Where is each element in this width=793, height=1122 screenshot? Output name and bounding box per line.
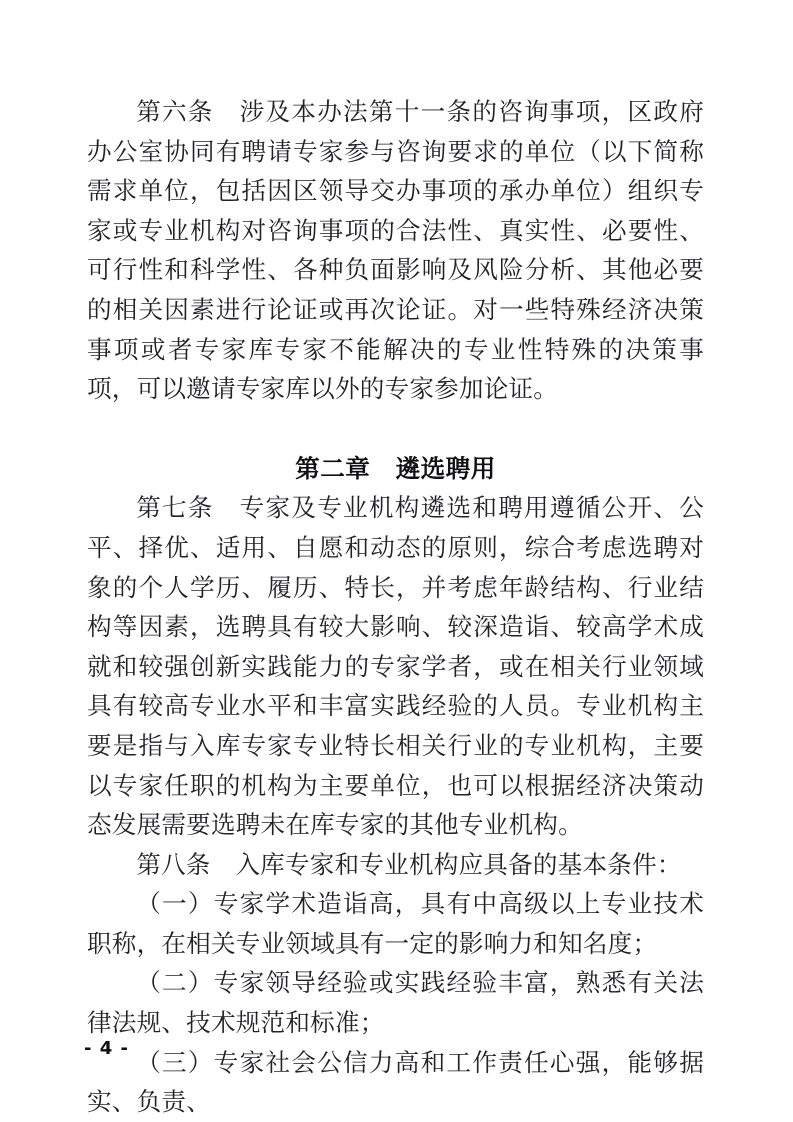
- heading-spacer-above: [87, 409, 704, 449]
- paragraph-article-7: 第七条 专家及专业机构遴选和聘用遵循公开、公平、择优、适用、自愿和动态的原则，综合考虑选聘对象的个人学历、履历、特长，并考虑年龄结构、行业结构等因素，选聘具有较大影响、较深造诣、较高学术成就和较强创新实践能力的专家学者，或在相关行业领域具有较高专业水平和丰富实践经验的人员。专业机构主要是指与入库专家专业特长相关行业的专业机构，主要以专家任职的机构为主要单位，也可以根据经济决策动态发展需要选聘未在库专家的其他专业机构。: [87, 493, 704, 840]
- paragraph-article-8-item-1: （一）专家学术造诣高，具有中高级以上专业技术职称，在相关专业领域具有一定的影响力和知名度；: [87, 889, 704, 958]
- paragraph-article-8-item-2: （二）专家领导经验或实践经验丰富，熟悉有关法律法规、技术规范和标准；: [87, 968, 704, 1038]
- paragraph-article-6: 第六条 涉及本办法第十一条的咨询事项，区政府办公室协同有聘请专家参与咨询要求的单位（以下简称需求单位，包括因区领导交办事项的承办单位）组织专家或专业机构对咨询事项的合法性、真实性、必要性、可行性和科学性、各种负面影响及风险分析、其他必要的相关因素进行论证或再次论证。对一些特殊经济决策事项或者专家库专家不能解决的专业性特殊的决策事项，可以邀请专家库以外的专家参加论证。: [87, 97, 704, 404]
- page-content: [87, 92, 704, 1122]
- paragraph-article-8: 第八条 入库专家和专业机构应具备的基本条件：: [136, 849, 682, 879]
- chapter-heading-2: 第二章 遴选聘用: [295, 453, 496, 483]
- page-number: - 4 -: [84, 1038, 129, 1059]
- paragraph-article-8-item-3: （三）专家社会公信力高和工作责任心强，能够据实、负责、: [87, 1047, 704, 1117]
